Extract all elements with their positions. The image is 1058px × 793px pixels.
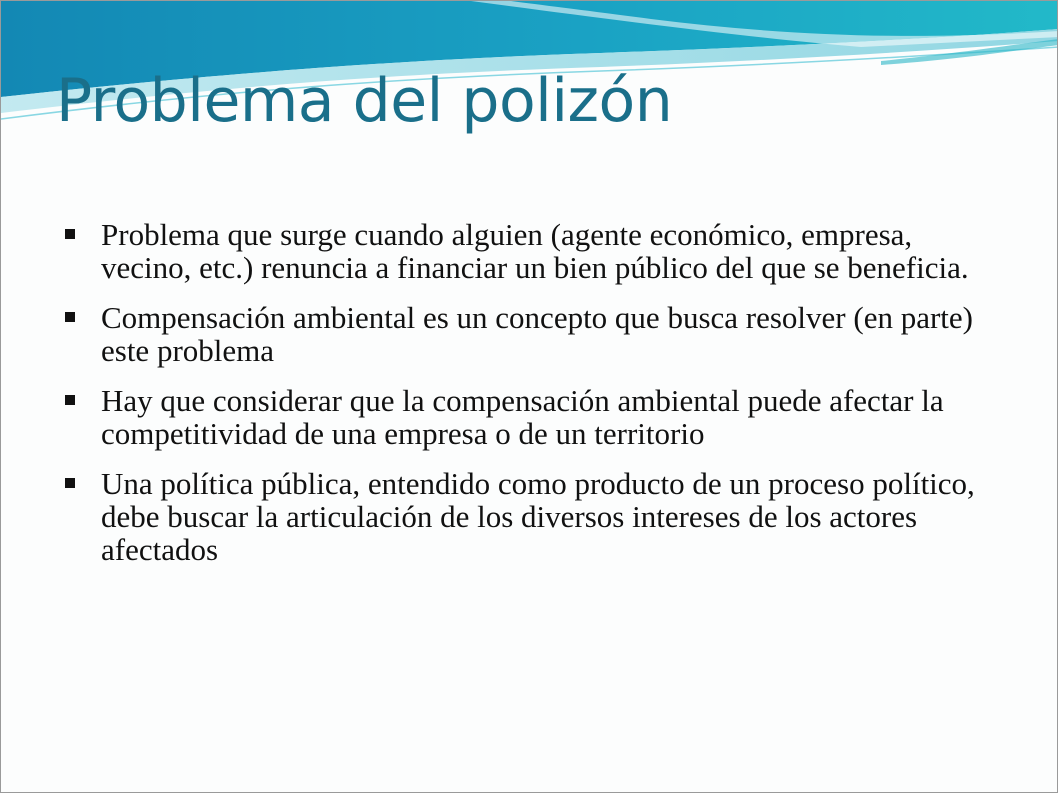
slide-title: Problema del polizón — [56, 66, 673, 136]
bullet-list — [65, 218, 1005, 583]
bullet-text: Hay que considerar que la compensación ambiental puede afectar la competitividad de una empresa o de un territorio — [101, 383, 944, 451]
bullet-text: Problema que surge cuando alguien (agente económico, empresa, vecino, etc.) renuncia a financiar un bien público del que se beneficia. — [101, 217, 969, 285]
bullet-text: Una política pública, entendido como producto de un proceso político, debe buscar la articulación de los diversos intereses de los actores afectados — [101, 466, 975, 567]
bullet-item — [65, 301, 1005, 367]
bullet-text: Compensación ambiental es un concepto que busca resolver (en parte) este problema — [101, 300, 973, 368]
square-bullet-icon — [65, 384, 101, 405]
square-bullet-icon — [65, 218, 101, 239]
bullet-item — [65, 467, 1005, 566]
bullet-item — [65, 384, 1005, 450]
square-bullet-icon — [65, 467, 101, 488]
bullet-item — [65, 218, 1005, 284]
square-bullet-icon — [65, 301, 101, 322]
